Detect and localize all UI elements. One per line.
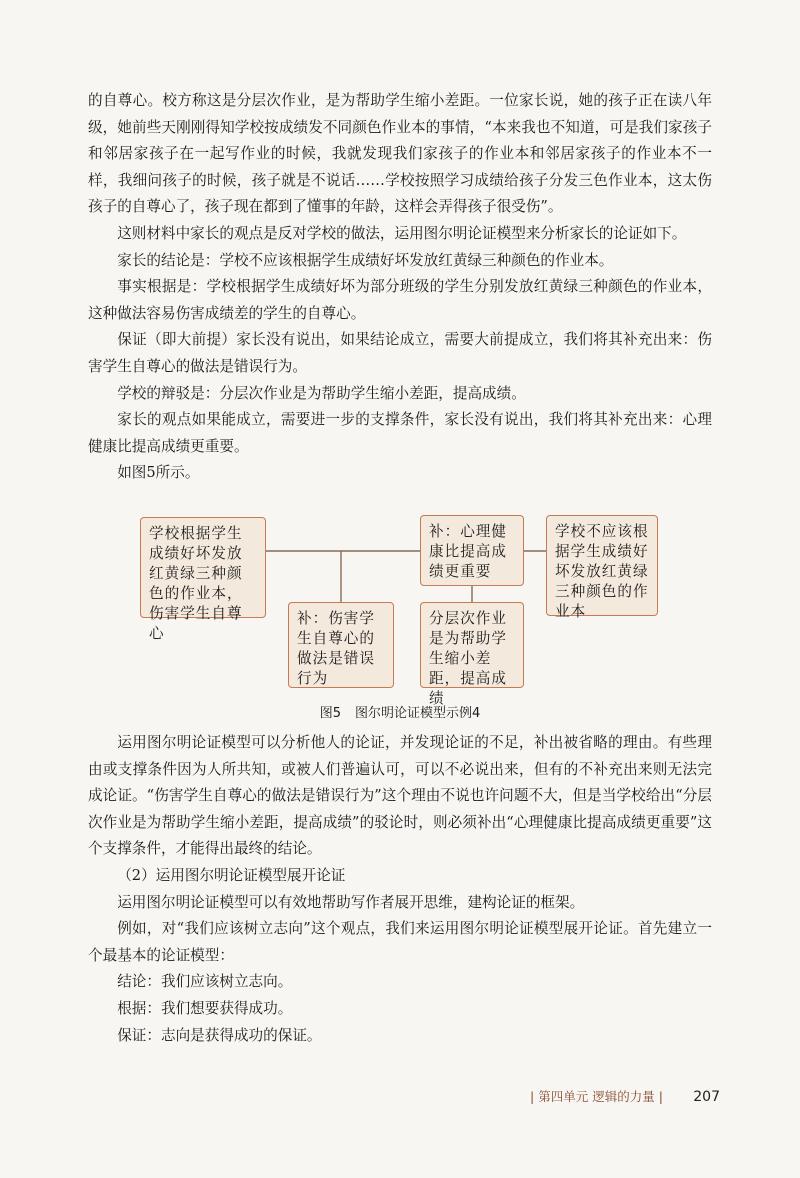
paragraph: 家长的结论是：学校不应该根据学生成绩好坏发放红黄绿三种颜色的作业本。 xyxy=(117,251,614,269)
paragraph: 学校的辩驳是：分层次作业是为帮助学生缩小差距，提高成绩。 xyxy=(117,384,526,402)
paragraph: 事实根据是：学校根据学生成绩好坏为部分班级的学生分别发放红黄绿三种颜色的作业本，这种做法容易伤害成绩差的学生的自尊心。 xyxy=(88,278,712,322)
caption-title: 图尔明论证模型示例4 xyxy=(355,706,481,721)
claim-box-text: 学校不应该根据学生成绩好坏发放红黄绿三种颜色的作业本 xyxy=(555,523,649,620)
paragraph: 如图5所示。 xyxy=(117,464,200,482)
data-box xyxy=(140,517,266,642)
section-heading: （2）运用图尔明论证模型展开论证 xyxy=(117,866,346,884)
caption-label: 图5 xyxy=(319,706,341,721)
paragraph: 运用图尔明论证模型可以有效地帮助写作者展开思维，建构论证的框架。 xyxy=(117,893,585,911)
paragraph: 结论：我们应该树立志向。 xyxy=(117,973,293,991)
warrant-box-text: 补：伤害学生自尊心的做法是错误行为 xyxy=(297,610,375,687)
backing-box-text: 补：心理健康比提高成绩更重要 xyxy=(429,523,507,580)
claim-box xyxy=(546,515,658,620)
paragraph: 运用图尔明论证模型可以分析他人的论证，并发现论证的不足，补出被省略的理由。有些理由或支撑条件因为人所共知，或被人们普遍认可，可以不必说出来，但有的不补充出来则无法完成论证。“伤害学生自尊心的做法是错误行为”这个理由不说也许问题不大，但是当学校给出“分层次作业是为帮助学生缩小差距，提高成绩”的驳论时，则必须补出“心理健康比提高成绩更重要”这个支撑条件，才能得出最终的结论。 xyxy=(88,734,712,858)
footer-divider: | xyxy=(530,1089,535,1104)
paragraph: 保证：志向是获得成功的保证。 xyxy=(117,1026,322,1044)
paragraph: 保证（即大前提）家长没有说出，如果结论成立，需要大前提成立，我们将其补充出来：伤害学生自尊心的做法是错误行为。 xyxy=(88,331,712,375)
footer-divider: | xyxy=(658,1089,663,1104)
paragraph: 根据：我们想要获得成功。 xyxy=(117,999,293,1017)
rebuttal-box xyxy=(420,602,524,707)
body-text-continued xyxy=(88,730,712,1049)
warrant-box xyxy=(288,602,394,688)
backing-box xyxy=(420,515,524,586)
footer-unit-title: 逻辑的力量 xyxy=(592,1089,655,1104)
rebuttal-box-text: 分层次作业是为帮助学生缩小差距，提高成绩 xyxy=(429,610,507,707)
paragraph: 这则材料中家长的观点是反对学校的做法，运用图尔明论证模型来分析家长的论证如下。 xyxy=(117,224,687,242)
data-box-text: 学校根据学生成绩好坏发放红黄绿三种颜色的作业本，伤害学生自尊心 xyxy=(149,525,243,642)
footer-unit: 第四单元 xyxy=(538,1089,589,1104)
paragraph: 例如，对“我们应该树立志向”这个观点，我们来运用图尔明论证模型展开论证。首先建立一个最基本的论证模型： xyxy=(88,920,712,964)
figure-caption xyxy=(0,705,800,723)
paragraph: 家长的观点如果能成立，需要进一步的支撑条件，家长没有说出，我们将其补充出来：心理健康比提高成绩更重要。 xyxy=(88,411,712,455)
page-number: 207 xyxy=(693,1089,720,1105)
paragraph: 的自尊心。校方称这是分层次作业，是为帮助学生缩小差距。一位家长说，她的孩子正在读八年级，她前些天刚刚得知学校按成绩发不同颜色作业本的事情，“本来我也不知道，可是我们家孩子和邻居家孩子在一起写作业的时候，我就发现我们家孩子的作业本和邻居家孩子的作业本不一样，我细问孩子的时候，孩子就是不说话……学校按照学习成绩给孩子分发三色作业本，这太伤孩子的自尊心了，孩子现在都到了懂事的年龄，这样会弄得孩子很受伤”。 xyxy=(88,92,712,216)
body-text xyxy=(88,88,712,487)
page-footer xyxy=(530,1087,720,1107)
